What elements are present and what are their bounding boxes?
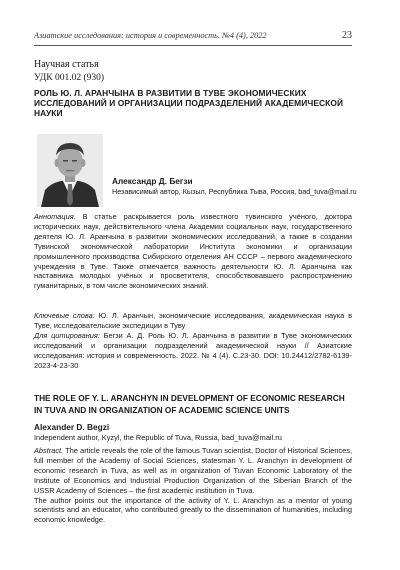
abstract-en-text: The article reveals the role of the famous Tuvan scientist, Doctor of Historical Sciences, full member of the Academy of Social Sciences, statesman Y. L. Aranchyn in development of economic research in Tuva, as well as in organization of Tuvan Economic Laboratory of the Institute of Economics and Industrial Production Organization of the Siberian Branch of the USSR Academy of Sciences – the first academic institution in Tuva.	[34, 446, 352, 495]
keywords-ru-text: Ю. Л. Аранчын, экономические исследования, академическая наука в Туве, исследовательские экспедиции в Туву	[34, 311, 352, 330]
author-affiliation-ru: Независимый автор, Кызыл, Республика Тыва, Россия, bad_tuva@mail.ru	[112, 187, 357, 196]
abstract-en-label: Abstract.	[34, 446, 64, 455]
article-title-en: THE ROLE OF Y. L. ARANCHYN IN DEVELOPMENT OF ECONOMIC RESEARCH IN TUVA AND IN ORGANIZATION OF ACADEMIC SCIENCE UNITS	[34, 393, 345, 415]
running-header	[34, 31, 352, 46]
abstract-en	[34, 446, 352, 525]
abstract-ru-label: Аннотация.	[34, 212, 76, 221]
keywords-ru	[34, 311, 352, 331]
journal-title: Азиатские исследования: история и современность. №4 (4), 2022	[34, 31, 267, 40]
abstract-ru-text: В статье раскрывается роль известного тувинского учёного, доктора исторических наук, действительного члена Академии социальных наук, государственного деятеля Ю. Л. Аранчына в развитии экономических исследований, а также в создании Тувинской экономической лаборатории Института экономики и организации промышленного производства Сибирского отделения АН СССР – первого академического учреждения в Туве. Также отмечается важность деятельности Ю. Л. Аранчына как наставника молодых учёных и просветителя, способствовавшего распространению гуманитарных, в том числе экономических знаний.	[34, 212, 352, 291]
abstract-en-text-2: The author points out the importance of the activity of Y. L. Aranchyn as a mentor of young scientists and an educator, who contributed greatly to the dissemination of humanities, including economic knowledge.	[34, 495, 352, 525]
citation-ru	[34, 331, 352, 371]
keywords-ru-label: Ключевые слова:	[34, 311, 95, 320]
citation-ru-label: Для цитирования:	[34, 331, 100, 340]
article-title-ru: РОЛЬ Ю. Л. АРАНЧЫНА В РАЗВИТИИ В ТУВЕ ЭКОНОМИЧЕСКИХ ИССЛЕДОВАНИЙ И ОРГАНИЗАЦИИ ПОДРАЗДЕЛЕНИЙ АКАДЕМИЧЕСКОЙ НАУКИ	[34, 88, 344, 118]
author-name-ru: Александр Д. Бегзи	[112, 176, 193, 186]
author-portrait-image	[37, 134, 103, 207]
author-photo	[37, 134, 103, 207]
citation-ru-text: Бегзи А. Д. Роль Ю. Л. Аранчына в развитии в Туве экономических исследований и организации подразделений академической науки // Азиатские исследования: история и современность. 2022. № 4 (4). С.23-30. DOI: 10.24412/2782-6139-2023-4-23-30	[34, 331, 352, 370]
author-name-en: Alexander D. Begzi	[34, 422, 110, 432]
page-number: 23	[342, 30, 352, 41]
udk-code: УДК 001.02 (930)	[34, 73, 105, 83]
author-affiliation-en: Independent author, Kyzyl, the Republic of Tuva, Russia, bad_tuva@mail.ru	[34, 433, 282, 442]
section-label: Научная статья	[34, 59, 99, 70]
abstract-ru	[34, 212, 352, 291]
